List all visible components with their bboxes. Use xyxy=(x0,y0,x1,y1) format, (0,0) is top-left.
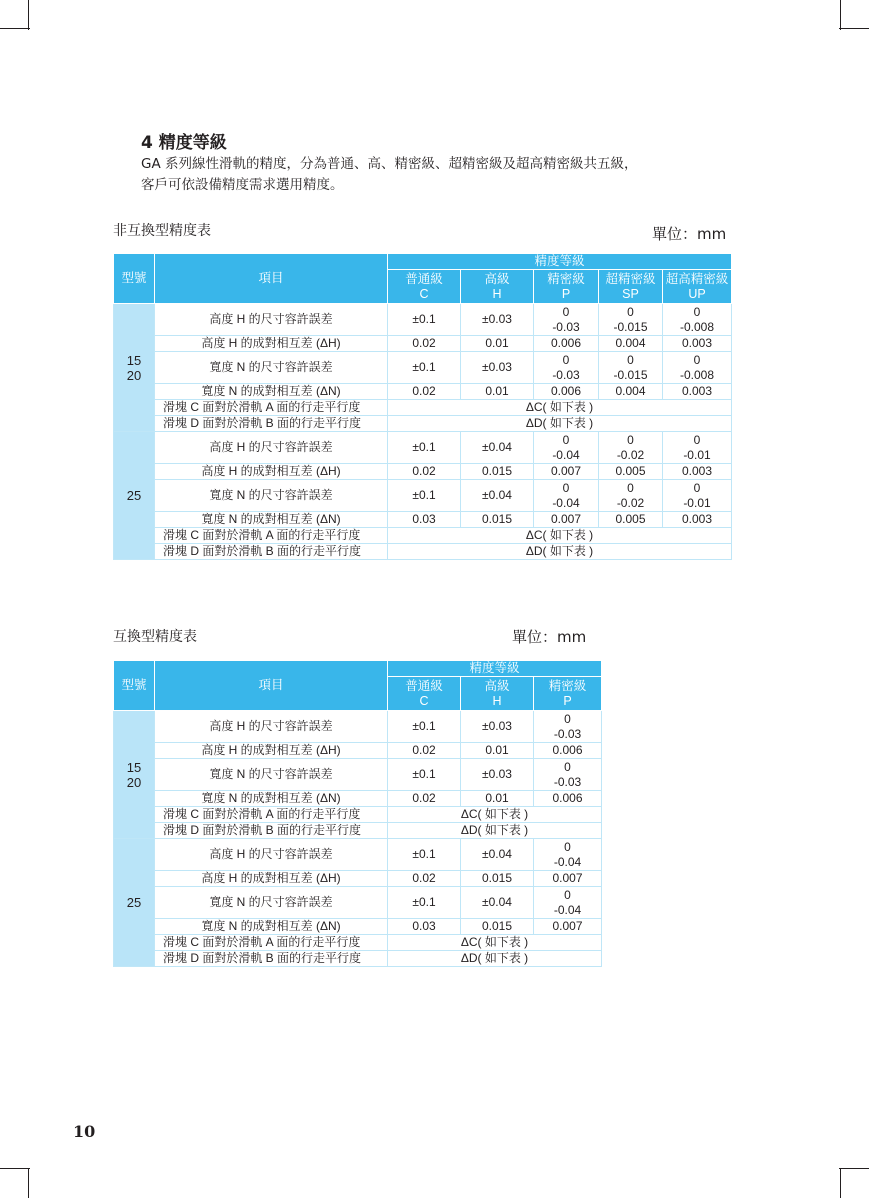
cell-h: ±0.04 xyxy=(461,432,534,464)
item-parallel-c: 滑塊 C 面對於滑軌 A 面的行走平行度 xyxy=(155,807,388,823)
section-line-1: GA 系列線性滑軌的精度，分為普通、高、精密級、超精密級及超高精密級共五級， xyxy=(141,156,638,172)
header-grade-p: 精密級 P xyxy=(534,677,602,711)
header-item: 項目 xyxy=(155,254,388,304)
cell-h: 0.015 xyxy=(461,464,534,480)
item-width-pair-diff: 寬度 N 的成對相互差 (ΔN) xyxy=(155,791,388,807)
cell-up: 0.003 xyxy=(663,336,732,352)
cell-p: 0.006 xyxy=(534,791,602,807)
cell-h: ±0.03 xyxy=(461,352,534,384)
section-title: 4 精度等級 xyxy=(141,133,227,153)
model-25: 25 xyxy=(114,839,155,967)
item-height-tolerance: 高度 H 的尺寸容許誤差 xyxy=(155,711,388,743)
cell-p: 0.007 xyxy=(534,512,599,528)
section-description xyxy=(141,154,761,196)
item-width-pair-diff: 寬度 N 的成對相互差 (ΔN) xyxy=(155,384,388,400)
cell-up: 0.003 xyxy=(663,384,732,400)
cell-h: 0.01 xyxy=(461,336,534,352)
cell-p: 0 -0.04 xyxy=(534,887,602,919)
item-height-pair-diff: 高度 H 的成對相互差 (ΔH) xyxy=(155,871,388,887)
model-15-20: 15 20 xyxy=(114,304,155,432)
crop-mark-top-left-h xyxy=(0,28,30,29)
header-item: 項目 xyxy=(155,661,388,711)
cell-up: 0 -0.008 xyxy=(663,304,732,336)
item-height-tolerance: 高度 H 的尺寸容許誤差 xyxy=(155,839,388,871)
cell-sp: 0.004 xyxy=(599,384,663,400)
cell-sp: 0 -0.02 xyxy=(599,480,663,512)
crop-mark-bottom-right-v xyxy=(840,1168,841,1198)
cell-p: 0 -0.04 xyxy=(534,480,599,512)
crop-mark-bottom-right-h xyxy=(839,1168,869,1169)
item-width-pair-diff: 寬度 N 的成對相互差 (ΔN) xyxy=(155,512,388,528)
cell-c: 0.02 xyxy=(388,336,461,352)
crop-mark-bottom-left-v xyxy=(28,1168,29,1198)
table1-caption: 非互換型精度表 xyxy=(113,223,211,239)
item-width-tolerance: 寬度 N 的尺寸容許誤差 xyxy=(155,887,388,919)
cell-c: ±0.1 xyxy=(388,887,461,919)
cell-h: ±0.04 xyxy=(461,887,534,919)
item-parallel-d: 滑塊 D 面對於滑軌 B 面的行走平行度 xyxy=(155,951,388,967)
cell-parallel-c: ΔC( 如下表 ) xyxy=(388,400,732,416)
cell-h: 0.015 xyxy=(461,512,534,528)
model-15-20: 15 20 xyxy=(114,711,155,839)
table2-caption: 互換型精度表 xyxy=(113,629,197,645)
cell-p: 0.007 xyxy=(534,919,602,935)
header-model: 型號 xyxy=(114,254,155,304)
cell-sp: 0.005 xyxy=(599,464,663,480)
cell-p: 0 -0.04 xyxy=(534,432,599,464)
table2-unit: 單位：mm xyxy=(512,628,587,646)
header-grade-h: 高級 H xyxy=(461,677,534,711)
cell-up: 0 -0.01 xyxy=(663,432,732,464)
cell-c: ±0.1 xyxy=(388,480,461,512)
cell-c: 0.02 xyxy=(388,743,461,759)
cell-parallel-d: ΔD( 如下表 ) xyxy=(388,544,732,560)
cell-h: ±0.03 xyxy=(461,304,534,336)
header-grade-sp: 超精密級 SP xyxy=(599,270,663,304)
cell-up: 0 -0.01 xyxy=(663,480,732,512)
cell-up: 0.003 xyxy=(663,512,732,528)
cell-c: ±0.1 xyxy=(388,352,461,384)
cell-h: 0.015 xyxy=(461,919,534,935)
cell-c: ±0.1 xyxy=(388,711,461,743)
item-parallel-c: 滑塊 C 面對於滑軌 A 面的行走平行度 xyxy=(155,528,388,544)
header-grade: 精度等級 xyxy=(388,254,732,270)
cell-c: ±0.1 xyxy=(388,432,461,464)
cell-c: 0.03 xyxy=(388,512,461,528)
item-parallel-d: 滑塊 D 面對於滑軌 B 面的行走平行度 xyxy=(155,544,388,560)
cell-c: ±0.1 xyxy=(388,304,461,336)
crop-mark-top-left-v xyxy=(28,0,29,30)
cell-h: ±0.04 xyxy=(461,480,534,512)
cell-p: 0 -0.03 xyxy=(534,759,602,791)
header-grade-h: 高級 H xyxy=(461,270,534,304)
interchangeable-precision-table xyxy=(113,660,602,967)
cell-parallel-c: ΔC( 如下表 ) xyxy=(388,935,602,951)
item-height-tolerance: 高度 H 的尺寸容許誤差 xyxy=(155,304,388,336)
cell-p: 0 -0.03 xyxy=(534,711,602,743)
cell-c: 0.02 xyxy=(388,791,461,807)
crop-mark-top-right-v xyxy=(840,0,841,30)
cell-c: ±0.1 xyxy=(388,839,461,871)
cell-c: ±0.1 xyxy=(388,759,461,791)
item-parallel-d: 滑塊 D 面對於滑軌 B 面的行走平行度 xyxy=(155,823,388,839)
item-width-tolerance: 寬度 N 的尺寸容許誤差 xyxy=(155,352,388,384)
crop-mark-top-right-h xyxy=(839,28,869,29)
crop-mark-bottom-left-h xyxy=(0,1168,30,1169)
cell-parallel-d: ΔD( 如下表 ) xyxy=(388,416,732,432)
header-grade-p: 精密級 P xyxy=(534,270,599,304)
item-parallel-c: 滑塊 C 面對於滑軌 A 面的行走平行度 xyxy=(155,935,388,951)
cell-p: 0.006 xyxy=(534,743,602,759)
cell-parallel-d: ΔD( 如下表 ) xyxy=(388,823,602,839)
cell-p: 0.007 xyxy=(534,871,602,887)
cell-h: 0.01 xyxy=(461,791,534,807)
cell-h: 0.01 xyxy=(461,384,534,400)
cell-p: 0 -0.04 xyxy=(534,839,602,871)
item-height-tolerance: 高度 H 的尺寸容許誤差 xyxy=(155,432,388,464)
header-grade: 精度等級 xyxy=(388,661,602,677)
cell-sp: 0 -0.02 xyxy=(599,432,663,464)
cell-p: 0.007 xyxy=(534,464,599,480)
section-line-2: 客戶可依設備精度需求選用精度。 xyxy=(141,177,344,193)
cell-h: 0.015 xyxy=(461,871,534,887)
cell-c: 0.02 xyxy=(388,384,461,400)
cell-up: 0 -0.008 xyxy=(663,352,732,384)
cell-p: 0.006 xyxy=(534,384,599,400)
header-grade-up: 超高精密級 UP xyxy=(663,270,732,304)
cell-h: ±0.04 xyxy=(461,839,534,871)
cell-sp: 0.005 xyxy=(599,512,663,528)
cell-c: 0.02 xyxy=(388,871,461,887)
item-width-tolerance: 寬度 N 的尺寸容許誤差 xyxy=(155,759,388,791)
cell-c: 0.02 xyxy=(388,464,461,480)
cell-sp: 0 -0.015 xyxy=(599,352,663,384)
page-number: 10 xyxy=(73,1122,96,1141)
cell-sp: 0 -0.015 xyxy=(599,304,663,336)
cell-c: 0.03 xyxy=(388,919,461,935)
item-parallel-d: 滑塊 D 面對於滑軌 B 面的行走平行度 xyxy=(155,416,388,432)
cell-h: 0.01 xyxy=(461,743,534,759)
item-height-pair-diff: 高度 H 的成對相互差 (ΔH) xyxy=(155,743,388,759)
header-grade-c: 普通級 C xyxy=(388,270,461,304)
item-width-tolerance: 寬度 N 的尺寸容許誤差 xyxy=(155,480,388,512)
model-25: 25 xyxy=(114,432,155,560)
item-width-pair-diff: 寬度 N 的成對相互差 (ΔN) xyxy=(155,919,388,935)
item-height-pair-diff: 高度 H 的成對相互差 (ΔH) xyxy=(155,336,388,352)
cell-p: 0.006 xyxy=(534,336,599,352)
cell-sp: 0.004 xyxy=(599,336,663,352)
cell-parallel-c: ΔC( 如下表 ) xyxy=(388,528,732,544)
cell-p: 0 -0.03 xyxy=(534,352,599,384)
non-interchangeable-precision-table xyxy=(113,253,732,560)
cell-up: 0.003 xyxy=(663,464,732,480)
cell-parallel-d: ΔD( 如下表 ) xyxy=(388,951,602,967)
cell-p: 0 -0.03 xyxy=(534,304,599,336)
cell-h: ±0.03 xyxy=(461,759,534,791)
header-model: 型號 xyxy=(114,661,155,711)
cell-h: ±0.03 xyxy=(461,711,534,743)
table1-unit: 單位：mm xyxy=(652,225,727,243)
item-height-pair-diff: 高度 H 的成對相互差 (ΔH) xyxy=(155,464,388,480)
item-parallel-c: 滑塊 C 面對於滑軌 A 面的行走平行度 xyxy=(155,400,388,416)
header-grade-c: 普通級 C xyxy=(388,677,461,711)
cell-parallel-c: ΔC( 如下表 ) xyxy=(388,807,602,823)
